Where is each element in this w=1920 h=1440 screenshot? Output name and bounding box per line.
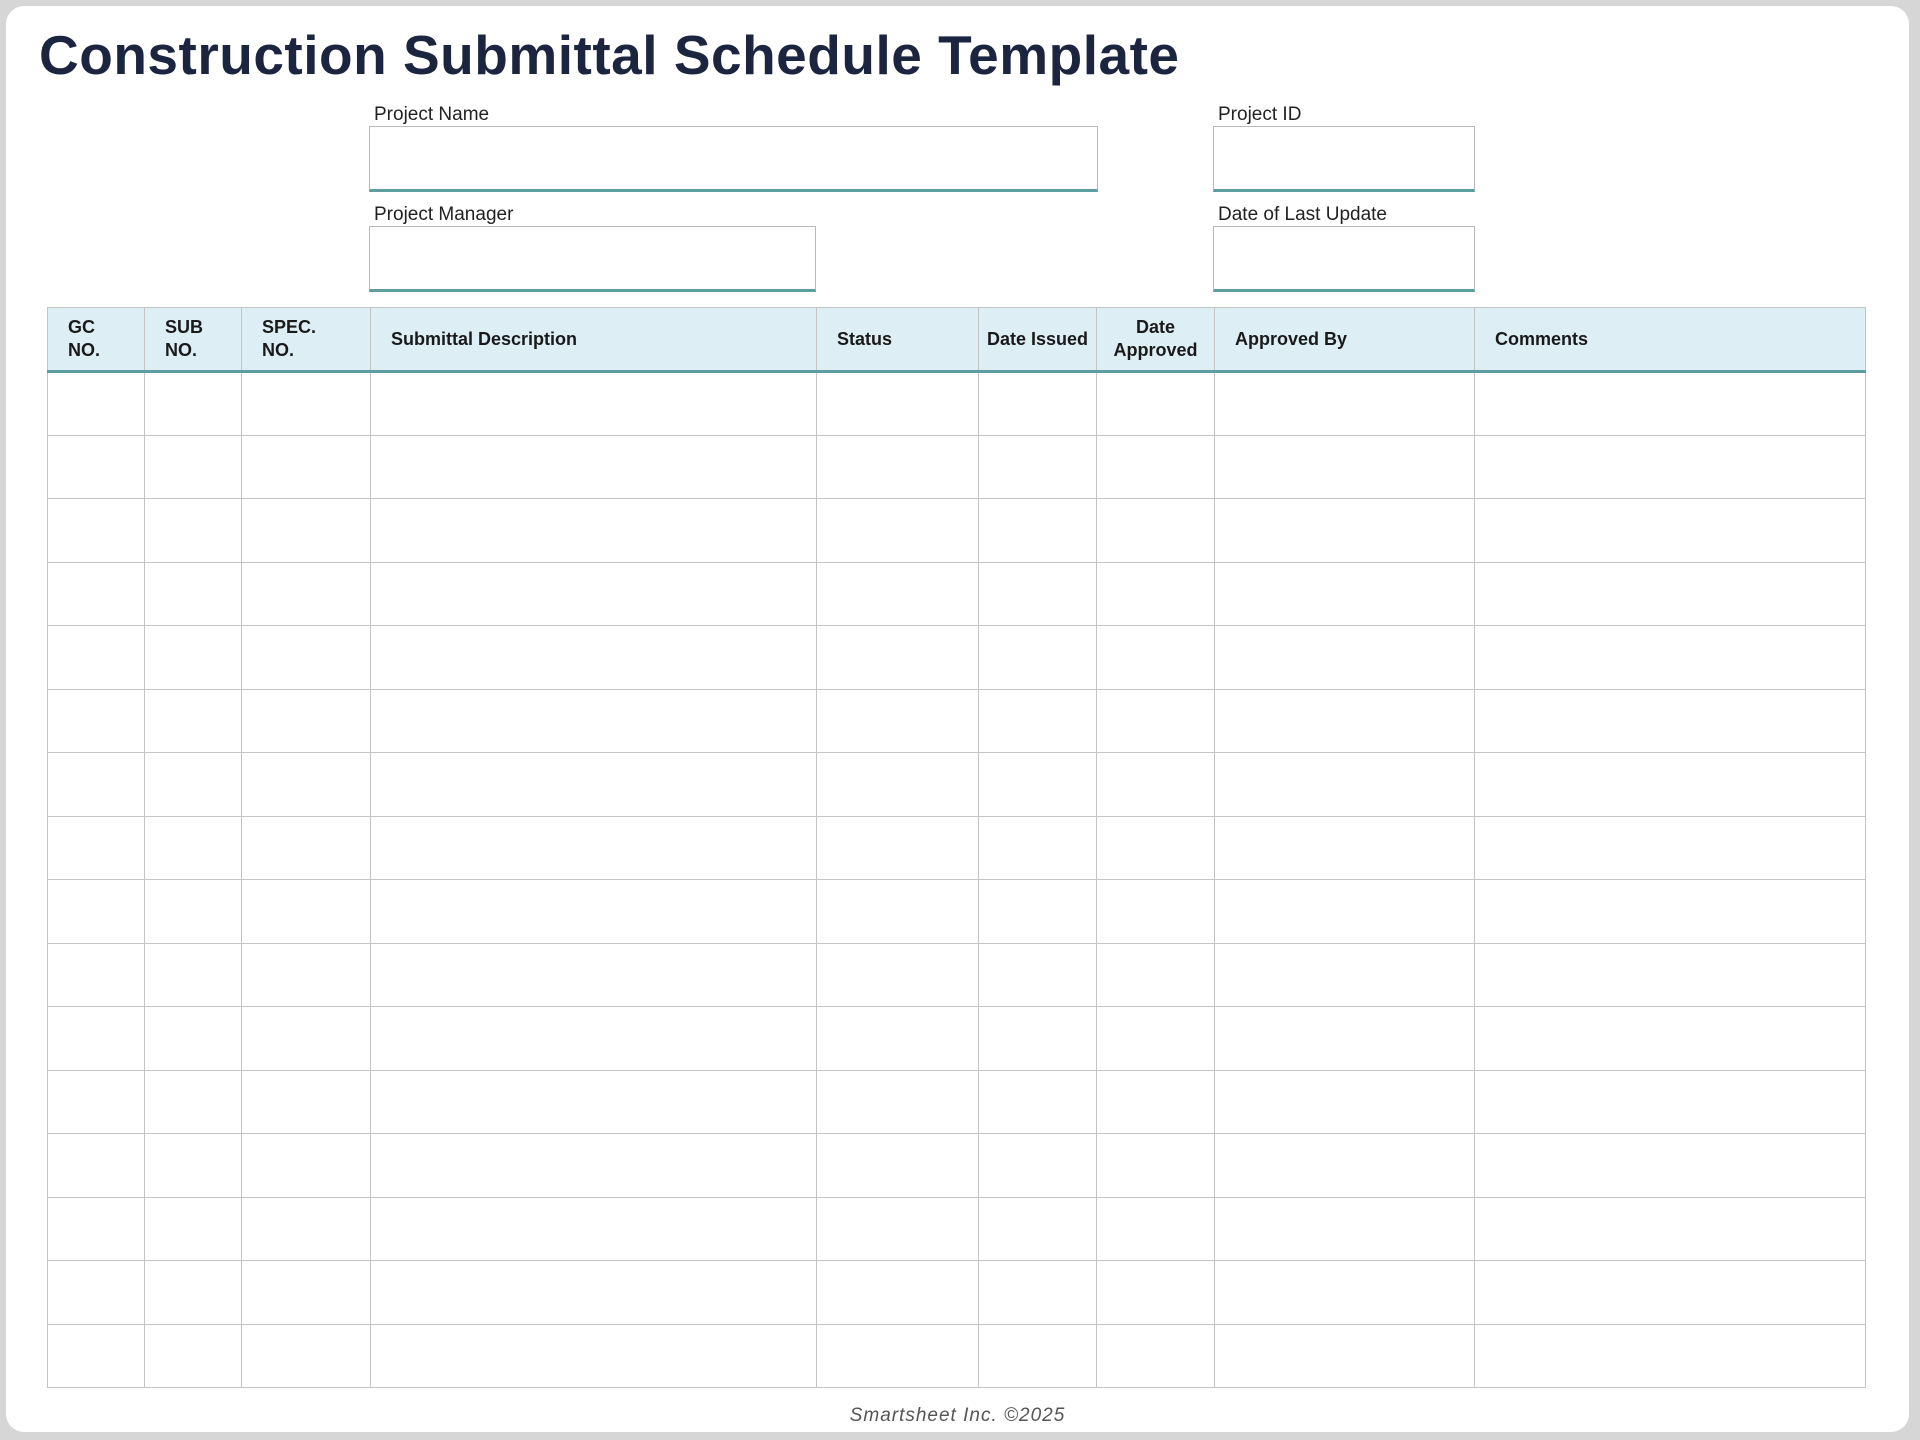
table-cell[interactable] (242, 435, 371, 499)
column-header-submittal-description: Submittal Description (371, 308, 817, 372)
table-cell[interactable] (242, 1197, 371, 1261)
table-cell[interactable] (1475, 753, 1866, 817)
table-cell[interactable] (48, 816, 145, 880)
table-cell[interactable] (371, 1197, 817, 1261)
table-cell[interactable] (371, 753, 817, 817)
table-row (48, 1324, 1866, 1388)
table-cell[interactable] (817, 562, 979, 626)
table-cell[interactable] (371, 435, 817, 499)
table-cell[interactable] (371, 499, 817, 563)
table-cell[interactable] (979, 816, 1097, 880)
table-row (48, 1007, 1866, 1071)
table-cell[interactable] (979, 372, 1097, 436)
table-cell[interactable] (1215, 562, 1475, 626)
table-cell[interactable] (1215, 1197, 1475, 1261)
table-cell[interactable] (1215, 372, 1475, 436)
table-cell[interactable] (48, 753, 145, 817)
table-cell[interactable] (48, 1070, 145, 1134)
table-row (48, 880, 1866, 944)
table-cell[interactable] (371, 689, 817, 753)
table-cell[interactable] (242, 562, 371, 626)
table-cell[interactable] (1475, 626, 1866, 690)
table-cell[interactable] (145, 943, 242, 1007)
table-cell[interactable] (371, 1134, 817, 1198)
table-cell[interactable] (48, 1261, 145, 1325)
table-cell[interactable] (817, 435, 979, 499)
date-of-last-update-field[interactable] (1213, 226, 1475, 292)
copyright-footer: Smartsheet Inc. ©2025 (849, 1405, 1066, 1426)
table-cell[interactable] (145, 1070, 242, 1134)
table-cell[interactable] (371, 1070, 817, 1134)
table-cell[interactable] (1475, 499, 1866, 563)
column-header-approved-by: Approved By (1215, 308, 1475, 372)
table-cell[interactable] (48, 1324, 145, 1388)
table-cell[interactable] (1215, 435, 1475, 499)
table-cell[interactable] (817, 1134, 979, 1198)
project-name-field[interactable] (369, 126, 1098, 192)
table-cell[interactable] (145, 1134, 242, 1198)
table-cell[interactable] (817, 1324, 979, 1388)
table-row (48, 753, 1866, 817)
table-row (48, 689, 1866, 753)
table-cell[interactable] (1475, 689, 1866, 753)
table-cell[interactable] (48, 880, 145, 944)
table-cell[interactable] (1475, 1324, 1866, 1388)
table-cell[interactable] (817, 1070, 979, 1134)
table-cell[interactable] (979, 689, 1097, 753)
table-cell[interactable] (145, 1197, 242, 1261)
table-cell[interactable] (1215, 1261, 1475, 1325)
table-cell[interactable] (145, 1324, 242, 1388)
table-cell[interactable] (242, 689, 371, 753)
table-cell[interactable] (48, 626, 145, 690)
submittal-schedule-table (47, 307, 1866, 1388)
table-cell[interactable] (979, 1134, 1097, 1198)
column-header-sub-no: SUB NO. (145, 308, 242, 372)
table-row (48, 372, 1866, 436)
table-cell[interactable] (48, 1134, 145, 1198)
table-cell[interactable] (979, 1007, 1097, 1071)
table-cell[interactable] (817, 626, 979, 690)
table-cell[interactable] (1215, 816, 1475, 880)
table-cell[interactable] (371, 816, 817, 880)
table-cell[interactable] (979, 1070, 1097, 1134)
table-cell[interactable] (145, 689, 242, 753)
table-header-row (48, 308, 1866, 372)
table-cell[interactable] (1097, 880, 1215, 944)
table-cell[interactable] (1097, 943, 1215, 1007)
table-row (48, 562, 1866, 626)
column-header-status: Status (817, 308, 979, 372)
table-cell[interactable] (371, 1324, 817, 1388)
table-cell[interactable] (817, 499, 979, 563)
table-cell[interactable] (145, 816, 242, 880)
table-cell[interactable] (1475, 1007, 1866, 1071)
table-cell[interactable] (145, 626, 242, 690)
column-header-spec-no: SPEC. NO. (242, 308, 371, 372)
table-cell[interactable] (979, 1324, 1097, 1388)
table-cell[interactable] (145, 880, 242, 944)
table-cell[interactable] (145, 562, 242, 626)
table-cell[interactable] (817, 943, 979, 1007)
table-cell[interactable] (1475, 1070, 1866, 1134)
table-cell[interactable] (371, 1261, 817, 1325)
table-cell[interactable] (1097, 816, 1215, 880)
project-name-label: Project Name (374, 104, 490, 125)
table-cell[interactable] (1097, 753, 1215, 817)
table-cell[interactable] (1215, 689, 1475, 753)
table-cell[interactable] (242, 372, 371, 436)
project-manager-field[interactable] (369, 226, 816, 292)
column-header-comments: Comments (1475, 308, 1866, 372)
table-cell[interactable] (1475, 562, 1866, 626)
table-cell[interactable] (1097, 1197, 1215, 1261)
table-cell[interactable] (979, 943, 1097, 1007)
table-cell[interactable] (242, 499, 371, 563)
table-cell[interactable] (145, 1007, 242, 1071)
table-cell[interactable] (371, 626, 817, 690)
table-cell[interactable] (1097, 626, 1215, 690)
table-cell[interactable] (145, 435, 242, 499)
column-header-date-approved: Date Approved (1097, 308, 1215, 372)
table-row (48, 1070, 1866, 1134)
table-cell[interactable] (242, 1070, 371, 1134)
table-cell[interactable] (371, 562, 817, 626)
table-cell[interactable] (979, 880, 1097, 944)
table-cell[interactable] (48, 1197, 145, 1261)
table-cell[interactable] (1097, 689, 1215, 753)
table-cell[interactable] (242, 816, 371, 880)
table-cell[interactable] (979, 435, 1097, 499)
table-row (48, 943, 1866, 1007)
table-cell[interactable] (145, 753, 242, 817)
table-cell[interactable] (979, 753, 1097, 817)
table-cell[interactable] (817, 372, 979, 436)
table-cell[interactable] (242, 880, 371, 944)
table-cell[interactable] (371, 372, 817, 436)
table-cell[interactable] (242, 1134, 371, 1198)
table-cell[interactable] (1475, 1261, 1866, 1325)
project-id-label: Project ID (1218, 104, 1302, 125)
table-cell[interactable] (817, 689, 979, 753)
table-row (48, 816, 1866, 880)
date-of-last-update-label: Date of Last Update (1218, 204, 1387, 225)
table-row (48, 1197, 1866, 1261)
table-cell[interactable] (48, 499, 145, 563)
table-cell[interactable] (1215, 880, 1475, 944)
table-cell[interactable] (817, 1261, 979, 1325)
table-cell[interactable] (48, 689, 145, 753)
table-cell[interactable] (817, 880, 979, 944)
table-cell[interactable] (979, 626, 1097, 690)
table-body (48, 372, 1866, 1388)
table-cell[interactable] (1475, 816, 1866, 880)
table-cell[interactable] (1215, 1324, 1475, 1388)
table-cell[interactable] (1475, 880, 1866, 944)
table-cell[interactable] (145, 372, 242, 436)
table-cell[interactable] (979, 499, 1097, 563)
table-cell[interactable] (242, 1007, 371, 1071)
table-cell[interactable] (979, 1197, 1097, 1261)
table-cell[interactable] (817, 816, 979, 880)
table-cell[interactable] (371, 943, 817, 1007)
table-cell[interactable] (145, 1261, 242, 1325)
project-id-field[interactable] (1213, 126, 1475, 192)
column-header-gc-no: GC NO. (48, 308, 145, 372)
table-cell[interactable] (371, 1007, 817, 1071)
table-row (48, 499, 1866, 563)
table-cell[interactable] (817, 753, 979, 817)
table-cell[interactable] (371, 880, 817, 944)
table-row (48, 626, 1866, 690)
table-cell[interactable] (48, 1007, 145, 1071)
table-cell[interactable] (1097, 1261, 1215, 1325)
table-cell[interactable] (242, 943, 371, 1007)
table-row (48, 1134, 1866, 1198)
table-cell[interactable] (48, 372, 145, 436)
table-cell[interactable] (242, 1324, 371, 1388)
table-cell[interactable] (1097, 1324, 1215, 1388)
table-cell[interactable] (1475, 1134, 1866, 1198)
table-cell[interactable] (1097, 1134, 1215, 1198)
table-row (48, 435, 1866, 499)
table-cell[interactable] (1097, 435, 1215, 499)
column-header-date-issued: Date Issued (979, 308, 1097, 372)
table-cell[interactable] (1215, 943, 1475, 1007)
table-cell[interactable] (242, 626, 371, 690)
table-cell[interactable] (1215, 753, 1475, 817)
table-cell[interactable] (817, 1197, 979, 1261)
table-cell[interactable] (1097, 562, 1215, 626)
table-cell[interactable] (48, 562, 145, 626)
table-cell[interactable] (242, 753, 371, 817)
table-cell[interactable] (817, 1007, 979, 1071)
table-cell[interactable] (1097, 1070, 1215, 1134)
table-cell[interactable] (1215, 1134, 1475, 1198)
table-cell[interactable] (145, 499, 242, 563)
table-cell[interactable] (1475, 435, 1866, 499)
template-sheet (6, 6, 1909, 1432)
table-cell[interactable] (1097, 499, 1215, 563)
table-cell[interactable] (1475, 1197, 1866, 1261)
project-manager-label: Project Manager (374, 204, 514, 225)
table-row (48, 1261, 1866, 1325)
table-cell[interactable] (1097, 1007, 1215, 1071)
table-cell[interactable] (1215, 1007, 1475, 1071)
table-cell[interactable] (1475, 372, 1866, 436)
table-cell[interactable] (1215, 1070, 1475, 1134)
table-cell[interactable] (979, 562, 1097, 626)
table-cell[interactable] (48, 435, 145, 499)
table-cell[interactable] (1215, 499, 1475, 563)
table-cell[interactable] (1097, 372, 1215, 436)
table-cell[interactable] (242, 1261, 371, 1325)
document-title: Construction Submittal Schedule Template (39, 24, 1180, 86)
table-cell[interactable] (1475, 943, 1866, 1007)
table-cell[interactable] (48, 943, 145, 1007)
table-cell[interactable] (1215, 626, 1475, 690)
table-cell[interactable] (979, 1261, 1097, 1325)
